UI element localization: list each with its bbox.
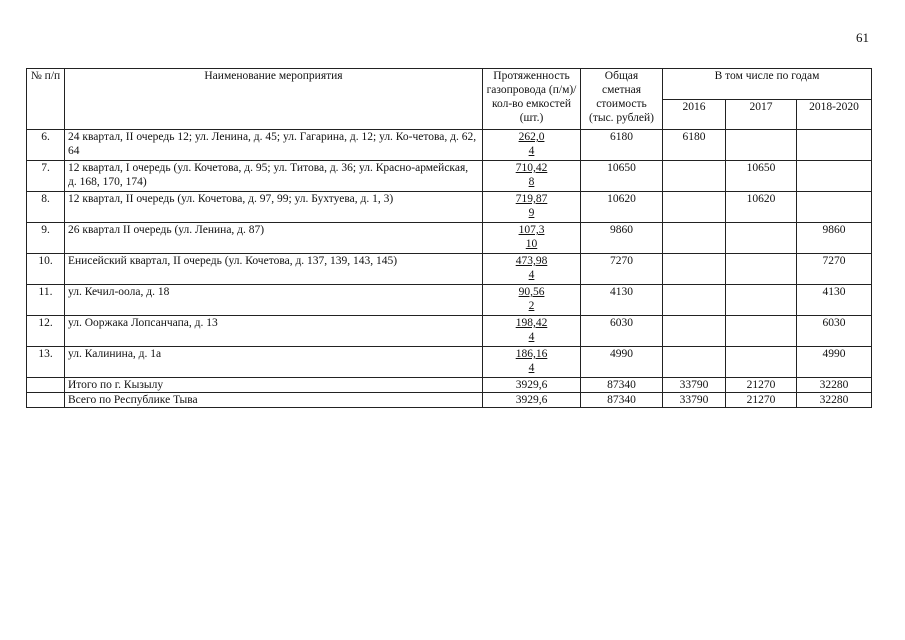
- row-name: ул. Ооржака Лопсанчапа, д. 13: [65, 316, 483, 347]
- total-cost: 87340: [581, 378, 663, 393]
- row-year-2018-2020: 4130: [797, 285, 872, 316]
- row-length: [483, 254, 581, 285]
- row-year-2016: [663, 316, 726, 347]
- row-name: Енисейский квартал, II очередь (ул. Кочетова, д. 137, 139, 143, 145): [65, 254, 483, 285]
- total-name: Всего по Республике Тыва: [65, 393, 483, 408]
- tank-count: 4: [528, 269, 535, 281]
- row-year-2016: [663, 223, 726, 254]
- row-length: [483, 316, 581, 347]
- table-row: [27, 347, 872, 378]
- header-by-years: В том числе по годам: [663, 69, 872, 100]
- row-cost: 4990: [581, 347, 663, 378]
- length-value: 719,87: [515, 193, 548, 205]
- row-name: 26 квартал II очередь (ул. Ленина, д. 87): [65, 223, 483, 254]
- length-value: 710,42: [515, 162, 548, 174]
- total-year-2018-2020: 32280: [797, 393, 872, 408]
- row-year-2018-2020: 6030: [797, 316, 872, 347]
- row-length: [483, 347, 581, 378]
- row-year-2017: [726, 254, 797, 285]
- total-cost: 87340: [581, 393, 663, 408]
- row-year-2018-2020: 9860: [797, 223, 872, 254]
- row-year-2016: [663, 161, 726, 192]
- total-num-empty: [27, 378, 65, 393]
- row-name: ул. Кечил-оола, д. 18: [65, 285, 483, 316]
- total-year-2017: 21270: [726, 393, 797, 408]
- gas-pipeline-table: [26, 68, 872, 408]
- row-year-2016: [663, 285, 726, 316]
- row-name: 12 квартал, I очередь (ул. Кочетова, д. 95; ул. Титова, д. 36; ул. Красно-армейская, д. 168, 170, 174): [65, 161, 483, 192]
- total-year-2016: 33790: [663, 393, 726, 408]
- row-number: 12.: [27, 316, 65, 347]
- row-number: 7.: [27, 161, 65, 192]
- row-year-2018-2020: [797, 161, 872, 192]
- row-length: [483, 161, 581, 192]
- table-row: [27, 316, 872, 347]
- row-year-2018-2020: [797, 192, 872, 223]
- row-cost: 6180: [581, 130, 663, 161]
- length-value: 90,56: [518, 286, 545, 298]
- row-cost: 4130: [581, 285, 663, 316]
- row-length: [483, 223, 581, 254]
- header-length: Протяженность газопровода (п/м)/ кол-во емкостей (шт.): [483, 69, 581, 130]
- row-name: ул. Калинина, д. 1а: [65, 347, 483, 378]
- row-year-2017: [726, 223, 797, 254]
- tank-count: 4: [528, 331, 535, 343]
- length-value: 186,16: [515, 348, 548, 360]
- tank-count: 4: [528, 145, 535, 157]
- row-number: 6.: [27, 130, 65, 161]
- row-number: 11.: [27, 285, 65, 316]
- header-num: № п/п: [27, 69, 65, 130]
- row-year-2017: 10650: [726, 161, 797, 192]
- tank-count: 8: [528, 176, 535, 188]
- row-year-2016: [663, 347, 726, 378]
- tank-count: 4: [528, 362, 535, 374]
- row-length: [483, 285, 581, 316]
- row-cost: 7270: [581, 254, 663, 285]
- row-year-2017: [726, 285, 797, 316]
- length-value: 107,3: [518, 224, 545, 236]
- row-cost: 10620: [581, 192, 663, 223]
- length-value: 473,98: [515, 255, 548, 267]
- row-cost: 10650: [581, 161, 663, 192]
- total-row: [27, 378, 872, 393]
- total-year-2017: 21270: [726, 378, 797, 393]
- row-name: 12 квартал, II очередь (ул. Кочетова, д. 97, 99; ул. Бухтуева, д. 1, 3): [65, 192, 483, 223]
- table-row: [27, 130, 872, 161]
- length-value: 198,42: [515, 317, 548, 329]
- header-year-2018-2020: 2018-2020: [797, 100, 872, 130]
- table-row: [27, 192, 872, 223]
- row-year-2016: 6180: [663, 130, 726, 161]
- row-length: [483, 130, 581, 161]
- table-body: [27, 130, 872, 408]
- row-year-2017: [726, 130, 797, 161]
- total-year-2018-2020: 32280: [797, 378, 872, 393]
- row-year-2018-2020: 4990: [797, 347, 872, 378]
- row-year-2018-2020: 7270: [797, 254, 872, 285]
- total-year-2016: 33790: [663, 378, 726, 393]
- row-year-2017: [726, 316, 797, 347]
- table-row: [27, 161, 872, 192]
- row-year-2016: [663, 254, 726, 285]
- row-name: 24 квартал, II очередь 12; ул. Ленина, д. 45; ул. Гагарина, д. 12; ул. Ко-четова, д. 62, 64: [65, 130, 483, 161]
- header-name: Наименование мероприятия: [65, 69, 483, 130]
- row-cost: 6030: [581, 316, 663, 347]
- row-number: 8.: [27, 192, 65, 223]
- tank-count: 9: [528, 207, 535, 219]
- page-number: 61: [856, 30, 869, 45]
- header-year-2016: 2016: [663, 100, 726, 130]
- total-row: [27, 393, 872, 408]
- table-row: [27, 254, 872, 285]
- header-cost: Общая сметная стоимость (тыс. рублей): [581, 69, 663, 130]
- table-row: [27, 223, 872, 254]
- row-number: 13.: [27, 347, 65, 378]
- table-row: [27, 285, 872, 316]
- total-length: 3929,6: [483, 378, 581, 393]
- total-name: Итого по г. Кызылу: [65, 378, 483, 393]
- total-length: 3929,6: [483, 393, 581, 408]
- row-year-2018-2020: [797, 130, 872, 161]
- row-cost: 9860: [581, 223, 663, 254]
- header-year-2017: 2017: [726, 100, 797, 130]
- total-num-empty: [27, 393, 65, 408]
- tank-count: 2: [528, 300, 535, 312]
- row-year-2017: 10620: [726, 192, 797, 223]
- length-value: 262,0: [518, 131, 545, 143]
- tank-count: 10: [525, 238, 538, 250]
- row-year-2017: [726, 347, 797, 378]
- row-year-2016: [663, 192, 726, 223]
- row-number: 9.: [27, 223, 65, 254]
- row-number: 10.: [27, 254, 65, 285]
- row-length: [483, 192, 581, 223]
